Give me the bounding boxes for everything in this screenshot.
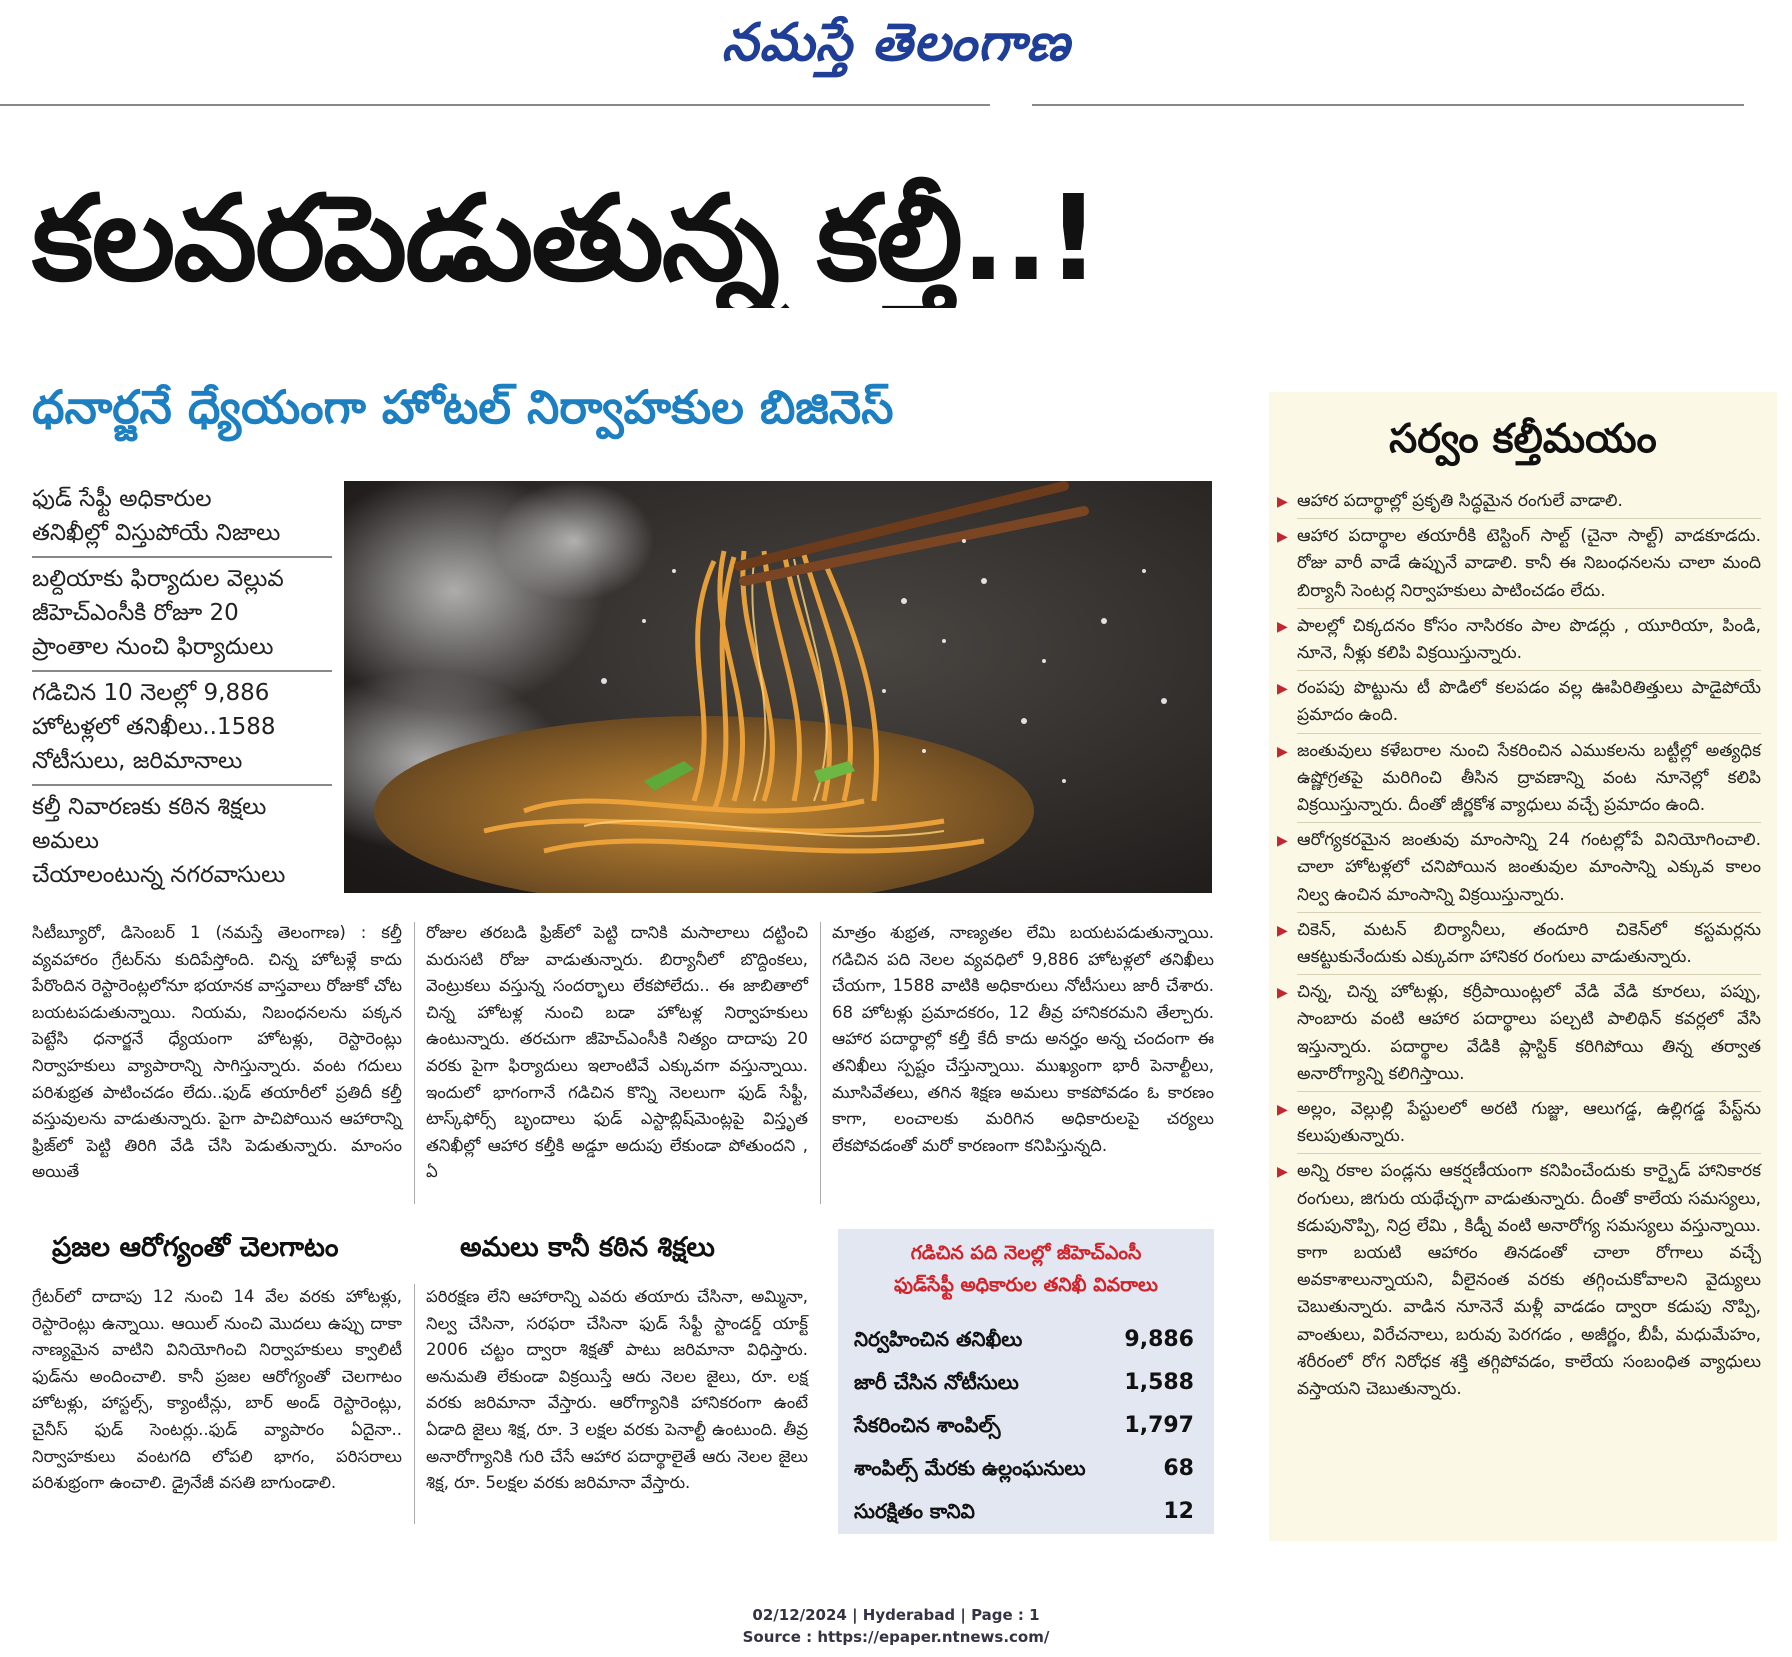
stat-row	[852, 1407, 1200, 1447]
article-column-2: రోజుల తరబడి ఫ్రిజ్‌లో పెట్టి దానికి మసాలాలు దట్టించి మరుసటి రోజు వాడుతున్నారు. బిర్యానీలో బొద్దింకలు, వెంట్రుకలు వస్తున్న సందర్భాలు లేకపోలేదు.. ఈ జాబితాలో చిన్న హోటళ్ల నుంచి బడా హోటళ్ల నిర్వాహకులు ఉంటున్నారు. తరచుగా జీహెచ్ఎంసీకి నిత్యం దాదాపు 20 వరకు పైగా ఫిర్యాదులు ఇలాంటివే ఎక్కువగా వస్తున్నాయి. ఇందులో భాగంగానే గడిచిన కొన్ని నెలలుగా ఫుడ్ సేఫ్టీ, టాస్క్‌ఫోర్స్ బృందాలు ఫుడ్ ఎస్టాబ్లిష్‌మెంట్లపై విస్తృత తనిఖీల్లో ఆహార కల్తీకి అడ్డూ అదుపు లేకుండా పోతుందని , ఏ	[426, 923, 808, 1182]
stat-row	[852, 1321, 1200, 1361]
bullet-icon: ▶	[1277, 1102, 1288, 1119]
stat-value: 12	[1163, 1499, 1194, 1524]
sidebar-item-text: రంపపు పొట్టును టీ పొడిలో కలపడం వల్ల ఊపిరితిత్తులు పాడైపోయే ప్రమాదం ఉంది.	[1297, 678, 1761, 726]
sidebar-list	[1277, 488, 1761, 1410]
sidebar-item	[1277, 523, 1761, 609]
column-divider	[820, 922, 821, 1204]
highlights-box	[32, 478, 332, 898]
sidebar-item	[1277, 738, 1761, 824]
footer-date-line: 02/12/2024 | Hyderabad | Page : 1	[752, 1606, 1040, 1624]
sidebar-item	[1277, 1096, 1761, 1154]
sidebar-item	[1277, 488, 1761, 519]
stat-value: 68	[1163, 1456, 1194, 1481]
highlight-line: తనిఖీల్లో విస్తుపోయే నిజాలు	[32, 520, 281, 546]
sidebar-item-text: అన్ని రకాల పండ్లను ఆకర్షణీయంగా కనిపించేందుకు కార్బైడ్ హానికారక రంగులు, జిగురు యథేచ్ఛగా వాడుతున్నారు. దీంతో కాలేయ సమస్యలు, కడుపునొప్పి, నిద్ర లేమి , కిడ్నీ వంటి అనారోగ్య సమస్యలు వస్తున్నాయి. కాగా బయటి ఆహారం తినడంతో చాలా రోగాలు వచ్చే అవకాశాలున్నాయని, వీలైనంత వరకు తగ్గించుకోవాలని వైద్యులు చెబుతున్నారు. వాడిన నూనెనే మళ్లీ వాడడం ద్వారా కడుపు నొప్పి, వాంతులు, విరేచనాలు, బరువు పెరగడం , అజీర్ణం, బీపీ, మధుమేహం, శరీరంలో రోగ నిరోధక శక్తి తగ్గిపోవడం, కాలేయ సంబంధిత వ్యాధులు వస్తాయని చెబుతున్నారు.	[1297, 1161, 1761, 1400]
bullet-icon: ▶	[1277, 922, 1288, 939]
stat-row	[852, 1450, 1200, 1490]
masthead-rule-left	[0, 104, 990, 106]
masthead-rule-right	[1032, 104, 1744, 106]
stat-value: 1,588	[1124, 1370, 1194, 1395]
highlight-line: ప్రాంతాల నుంచి ఫిర్యాదులు	[32, 634, 274, 660]
highlight-group	[32, 478, 332, 558]
bullet-icon: ▶	[1277, 681, 1288, 698]
highlight-group	[32, 672, 332, 786]
stat-row	[852, 1364, 1200, 1404]
sidebar-item	[1277, 979, 1761, 1092]
highlight-line: కల్తీ నివారణకు కఠిన శిక్షలు అమలు	[32, 794, 267, 854]
bullet-icon: ▶	[1277, 1164, 1288, 1181]
stats-heading-line: ఫుడ్‌సేఫ్టీ అధికారుల తనిఖీ వివరాలు	[894, 1274, 1158, 1296]
sidebar-item-text: జంతువులు కళేబరాల నుంచి సేకరించిన ఎముకలను బట్టీల్లో అత్యధిక ఉష్ణోగ్రతపై మరిగించి తీసిన ద్రావణాన్ని వంట నూనెల్లో కలిపి విక్రయిస్తున్నారు. దీంతో జీర్ణకోశ వ్యాధులు వచ్చే ప్రమాదం ఉంది.	[1297, 740, 1761, 816]
highlight-line: గడిచిన 10 నెలల్లో 9,886	[32, 680, 270, 706]
stats-heading	[838, 1229, 1214, 1315]
highlight-group	[32, 786, 332, 898]
stat-value: 1,797	[1124, 1413, 1194, 1438]
stat-label: నిర్వహించిన తనిఖీలు	[854, 1327, 1023, 1351]
bullet-icon: ▶	[1277, 529, 1288, 546]
highlight-group	[32, 558, 332, 672]
sidebar-item	[1277, 1158, 1761, 1406]
highlight-line: బల్దియాకు ఫిర్యాదుల వెల్లువ	[32, 566, 284, 592]
stat-label: సేకరించిన శాంపిల్స్	[854, 1413, 1001, 1437]
bullet-icon: ▶	[1277, 743, 1288, 760]
sidebar-item-text: ఆహార పదార్థాల తయారీకి టెస్టింగ్ సాల్ట్ (చైనా సాల్ట్) వాడకూడదు. రోజు వారీ వాడే ఉప్పునే వాడాలి. కానీ ఈ నిబంధనలను చాలా మంది బిర్యానీ సెంటర్ల నిర్వాహకులు పాటించడం లేదు.	[1297, 526, 1761, 601]
sidebar-item-text: అల్లం, వెల్లుల్లి పేస్టులలో అరటి గుజ్జు, ఆలుగడ్డ, ఉల్లిగడ్డ పేస్ట్‌ను కలుపుతున్నారు.	[1297, 1099, 1761, 1147]
bullet-icon: ▶	[1277, 494, 1288, 510]
highlight-line: జీహెచ్ఎంసీకి రోజూ 20	[32, 600, 239, 626]
headline: కలవరపెడుతున్న కల్తీ..!	[32, 169, 1099, 307]
stat-value: 9,886	[1124, 1327, 1194, 1352]
sidebar-item	[1277, 827, 1761, 913]
masthead-logo: నమస్తే తెలంగాణ	[721, 12, 1071, 73]
section-title-public-health: ప్రజల ఆరోగ్యంతో చెలగాటం	[52, 1232, 339, 1263]
article-column-3: మాత్రం శుభ్రత, నాణ్యతల లేమి బయటపడుతున్నాయి. గడిచిన పది నెలల వ్యవధిలో 9,886 హోటళ్లలో తనిఖీలు చేయగా, 1588 వాటికి అధికారులు నోటీసులు జారీ చేశారు. 68 హోటళ్లు ప్రమాదకరం, 12 తీవ్ర హానికరమని తేల్చారు. ఆహార పదార్థాల్లో కల్తీ కేదీ కాదు అనర్హం అన్న చందంగా ఈ తనిఖీలు స్పష్టం చేస్తున్నాయి. ముఖ్యంగా భారీ పెనాల్టీలు, మూసివేతలు, తగిన శిక్షణ అమలు కాకపోవడం ఓ కారణం కాగా, లంచాలకు మరిగిన అధికారులపై చర్యలు లేకపోవడంతో మరో కారణంగా కనిపిస్తున్నది.	[832, 923, 1214, 1155]
article-column-1: సిటీబ్యూరో, డిసెంబర్ 1 (నమస్తే తెలంగాణ) : కల్తీ వ్యవహారం గ్రేటర్‌ను కుదిపేస్తోంది. చిన్న హోటళ్లే కాదు పేరొందిన రెస్టారెంట్లలోనూ భయానక వాస్తవాలు రోజుకో చోట బయటపడుతున్నాయి. నియమ, నిబంధనలను పక్కన పెట్టేసి ధనార్జనే ధ్యేయంగా హోటళ్లు, రెస్టారెంట్లు నిర్వాహకులు వ్యాపారాన్ని సాగిస్తున్నారు. వంట గదులు పరిశుభ్రత పాటించడం లేదు..ఫుడ్ తయారీలో ప్రతిదీ కల్తీ వస్తువులను వాడుతున్నారు. పైగా పాచిపోయిన ఆహారాన్ని ఫ్రిజ్‌లో పెట్టి తిరిగి వేడి చేసి పెడుతున్నారు. మాంసం అయితే	[32, 923, 402, 1182]
sidebar-item-text: ఆహార పదార్థాల్లో ప్రకృతి సిద్ధమైన రంగులే వాడాలి.	[1297, 491, 1623, 511]
highlight-line: ఫుడ్ సేఫ్టీ అధికారుల	[32, 486, 212, 512]
sidebar-item-text: పాలల్లో చిక్కదనం కోసం నాసిరకం పాల పొడర్లు , యూరియా, పిండి, నూనె, నీళ్లు కలిపి విక్రయిస్తున్నారు.	[1297, 615, 1761, 664]
sidebar-title: సర్వం కల్తీమయం	[1389, 416, 1657, 462]
section-text-public-health: గ్రేటర్‌లో దాదాపు 12 నుంచి 14 వేల వరకు హోటళ్లు, రెస్టారెంట్లు ఉన్నాయి. ఆయిల్ నుంచి మొదలు ఉప్పు దాకా నాణ్యమైన వాటిని వినియోగించి నిర్వాహకులు క్వాలిటీ ఫుడ్‌ను అందించాలి. కానీ ప్రజల ఆరోగ్యంతో చెలగాటం హోటళ్లు, హాస్టల్స్, క్యాంటీన్లు, బార్ అండ్ రెస్టారెంట్లు, చైనీస్ ఫుడ్ సెంటర్లు..ఫుడ్ వ్యాపారం ఏదైనా.. నిర్వాహకులు వంటగది లోపలి భాగం, పరిసరాలు పరిశుభ్రంగా ఉంచాలి. డ్రైనేజీ వసతి బాగుండాలి.	[32, 1287, 402, 1493]
sidebar-item-text: చిన్న, చిన్న హోటళ్లు, కర్రీపాయింట్లలో వేడి వేడి కూరలు, పప్పు, సాంబారు వంటి ఆహార పదార్థాలు పల్చటి పాలిథిన్ కవర్లలో వేసి ఇస్తున్నారు. పదార్థాల వేడికి ప్లాస్టిక్ కరిగిపోయి తిన్న తర్వాత అనారోగ్యాన్ని కలిగిస్తాయి.	[1297, 982, 1761, 1084]
stat-label: సురక్షితం కానివి	[854, 1499, 975, 1523]
footer-source-link[interactable]: Source : https://epaper.ntnews.com/	[742, 1628, 1050, 1646]
noodles-illustration	[344, 481, 1212, 893]
stat-label: జారీ చేసిన నోటీసులు	[854, 1370, 1019, 1394]
highlight-line: నోటీసులు, జరిమానాలు	[32, 748, 243, 774]
noodles-photo	[344, 481, 1212, 893]
section-text-penalties: పరిరక్షణ లేని ఆహారాన్ని ఎవరు తయారు చేసినా, అమ్మినా, నిల్వ చేసినా, సరఫరా చేసినా ఫుడ్ సేఫ్టీ స్టాండర్డ్ యాక్ట్ 2006 చట్టం ద్వారా శిక్షతో పాటు జరిమానా విధిస్తారు. అనుమతి లేకుండా విక్రయిస్తే ఆరు నెలల జైలు, రూ. లక్ష వరకు జరిమానా వేస్తారు. ఆరోగ్యానికి హానికరంగా ఉంటే ఏడాది జైలు శిక్ష, రూ. 3 లక్షల వరకు పెనాల్టీ ఉంటుంది. తీవ్ర అనారోగ్యానికి గురి చేసే ఆహార పదార్థాలైతే ఆరు నెలల జైలు శిక్ష, రూ. 5లక్షల వరకు జరిమానా వేస్తారు.	[426, 1287, 808, 1493]
highlight-line: చేయాలంటున్న నగరవాసులు	[32, 862, 286, 888]
column-divider	[414, 922, 415, 1204]
bullet-icon: ▶	[1277, 985, 1288, 1002]
stat-row	[852, 1493, 1200, 1533]
bullet-icon: ▶	[1277, 833, 1288, 850]
sidebar-item	[1277, 675, 1761, 733]
section-title-penalties: అమలు కానీ కఠిన శిక్షలు	[460, 1232, 715, 1263]
inspection-stats-box	[838, 1229, 1214, 1534]
stat-label: శాంపిల్స్ మేరకు ఉల్లంఘనులు	[854, 1456, 1086, 1480]
column-divider	[414, 1284, 415, 1524]
subheadline: ధనార్జనే ధ్యేయంగా హోటల్ నిర్వాహకుల బిజినెస్	[32, 380, 894, 434]
highlight-line: హోటళ్లలో తనిఖీలు..1588	[32, 714, 276, 740]
stats-heading-line: గడిచిన పది నెలల్లో జీహెచ్ఎంసీ	[910, 1242, 1142, 1264]
sidebar-adulteration	[1269, 392, 1777, 1541]
sidebar-item	[1277, 917, 1761, 975]
sidebar-item	[1277, 613, 1761, 671]
sidebar-item-text: చికెన్, మటన్ బిర్యానీలు, తందూరి చికెన్‌లో కస్టమర్లను ఆకట్టుకునేందుకు ఎక్కువగా హానికర రంగులు వాడుతున్నారు.	[1297, 919, 1761, 968]
bullet-icon: ▶	[1277, 618, 1288, 635]
sidebar-item-text: ఆరోగ్యకరమైన జంతువు మాంసాన్ని 24 గంటల్లోపే వినియోగించాలి. చాలా హోటళ్లలో చనిపోయిన జంతువుల మాంసాన్ని ఎక్కువ కాలం నిల్వ ఉంచిన మాంసాన్ని విక్రయిస్తున్నారు.	[1297, 830, 1761, 905]
